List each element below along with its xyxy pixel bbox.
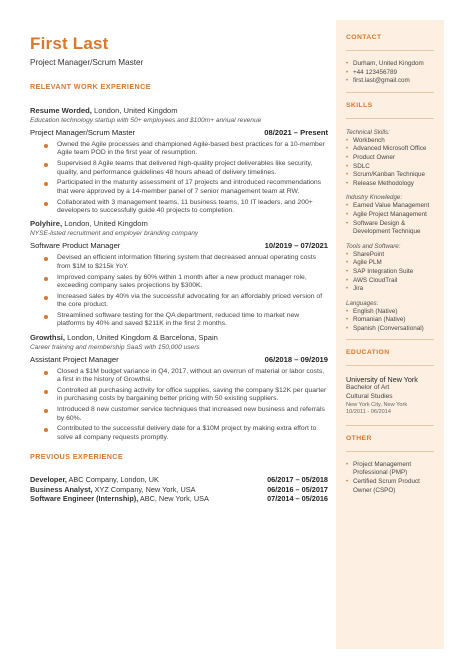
education-field: Cultural Studies	[346, 393, 393, 401]
skill-item: • Advanced Microsoft Office	[346, 145, 434, 154]
contact-title: CONTACT	[346, 34, 382, 41]
company-line	[30, 333, 328, 343]
certification-item: • Project Management Professional (PMP)	[346, 461, 434, 478]
divider	[346, 92, 434, 93]
job-entry	[30, 333, 328, 442]
company-name: Growthsi,	[30, 332, 66, 342]
company-location: London, United Kingdom & Barcelona, Spain	[65, 332, 218, 342]
role-title: Assistant Project Manager	[30, 354, 119, 364]
bullet-item: Improved company sales by 60% within 1 month after a new product manager role, exceeding company sales projections by $300K.	[44, 274, 328, 291]
previous-company: XYZ Company, New York, USA	[92, 484, 196, 494]
previous-row	[30, 475, 328, 485]
skills-group-label: Languages:	[346, 299, 379, 307]
job-entry	[30, 219, 328, 328]
education-location: New York City, New York	[346, 401, 408, 408]
skill-item: • SDLC	[346, 163, 434, 172]
previous-dates: 06/2017 – 05/2018	[267, 475, 328, 485]
bullet-item: Streamlined software testing for the QA department, reduced time to market new platforms by 40% and saved $211K in the first 2 months.	[44, 312, 328, 329]
role-dates: 06/2018 – 09/2019	[264, 354, 328, 364]
previous-dates: 06/2016 – 05/2017	[267, 484, 328, 494]
role-row	[30, 355, 328, 365]
job-bullets	[44, 368, 328, 442]
role-row	[30, 241, 328, 251]
education-degree: Bachelor of Art	[346, 384, 390, 392]
main-column	[30, 34, 328, 504]
skill-item: • Agile Project Management	[346, 211, 434, 220]
company-location: London, United Kingdom	[91, 106, 178, 115]
skills-group-label: Industry Knowledge:	[346, 194, 403, 202]
job-entry	[30, 106, 328, 215]
company-description: Education technology startup with 50+ employees and $100m+ annual revenue	[30, 117, 262, 124]
skill-item: • Software Design & Development Technique	[346, 220, 434, 237]
divider	[346, 425, 434, 426]
bullet-item: Owned the Agile processes and championed Agile-based best practices for a 10-member Agile team POD in the first year of resumption.	[44, 141, 328, 158]
contact-email[interactable]: • first.last@gmail.com	[346, 77, 434, 86]
bullet-item: Supervised 8 Agile teams that delivered high-quality project deliverables like security, quality, and performance guidelines 48 hours ahead of delivery timelines.	[44, 160, 328, 177]
skill-item: • Workbench	[346, 137, 434, 146]
skill-item: • Romanian (Native)	[346, 316, 434, 325]
previous-experience-list	[30, 475, 328, 504]
role-title: Project Manager/Scrum Master	[30, 128, 136, 137]
divider	[346, 118, 434, 119]
education-school: University of New York	[346, 375, 418, 385]
previous-role: Software Engineer (Internship),	[30, 494, 139, 504]
previous-row	[30, 485, 328, 495]
divider	[346, 365, 434, 366]
company-name: Resume Worded,	[30, 106, 92, 115]
section-title-previous: PREVIOUS EXPERIENCE	[30, 452, 124, 462]
divider	[346, 50, 434, 51]
job-bullets	[44, 141, 328, 215]
skills-list	[346, 251, 434, 294]
skills-title: SKILLS	[346, 101, 373, 109]
company-description: NYSE-listed recruitment and employer branding company	[30, 230, 199, 238]
skill-item: • Release Methodology	[346, 180, 434, 189]
skill-item: • SAP Integration Suite	[346, 268, 434, 277]
bullet-item: Contributed to the successful delivery date for a $10M project by making extra effort to solve all company requests promptly.	[44, 425, 328, 442]
candidate-name: First Last	[30, 34, 109, 53]
role-title: Software Product Manager	[30, 241, 121, 251]
skills-list	[346, 137, 434, 189]
skill-item: • English (Native)	[346, 308, 434, 317]
skill-item: • Earned Value Management	[346, 202, 434, 211]
contact-phone: • +44 123456789	[346, 69, 434, 78]
skills-group-label: Tools and Software:	[346, 242, 401, 250]
skill-item: • SharePoint	[346, 251, 434, 260]
divider	[346, 451, 434, 452]
bullet-item: Devised an efficient information filtering system that decreased annual operating costs from $1M to $215k YoY.	[44, 254, 328, 271]
bullet-item: Collaborated with 3 management teams, 11 business teams, 10 IT leaders, and 200+ developers to successfully guide 40 projects to completion.	[44, 199, 328, 216]
role-dates: 08/2021 – Present	[264, 128, 328, 137]
skills-list	[346, 202, 434, 236]
skill-item: • Scrum/Kanban Technique	[346, 171, 434, 180]
bullet-item: Participated in the maturity assessment of 17 projects and introduced recommendations that were approved by a 14-member panel of 7 senior management team at RW.	[44, 179, 328, 196]
previous-row	[30, 494, 328, 504]
divider	[346, 339, 434, 340]
section-title-experience: RELEVANT WORK EXPERIENCE	[30, 82, 151, 91]
certification-item: • Certified Scrum Product Owner (CSPO)	[346, 478, 434, 495]
skill-item: • Product Owner	[346, 154, 434, 163]
candidate-headline: Project Manager/Scrum Master	[30, 58, 144, 67]
role-row	[30, 128, 328, 138]
bullet-item: Controlled all purchasing activity for office supplies, saving the company $12K per quarter in purchasing costs by bargaining better pricing with 50 existing suppliers.	[44, 387, 328, 404]
previous-company: ABC, New York, USA	[138, 494, 209, 504]
previous-role: Business Analyst,	[30, 484, 93, 494]
company-name: Polyhire,	[30, 219, 63, 229]
previous-company: ABC Company, London, UK	[66, 475, 159, 485]
sidebar	[336, 20, 444, 649]
company-line	[30, 219, 328, 229]
company-description: Career training and membership SaaS with 150,000 users	[30, 343, 200, 351]
skill-item: • Jira	[346, 285, 434, 294]
bullet-item: Introduced 8 new customer service techniques that increased new business and referrals by 60%.	[44, 406, 328, 423]
skills-group-label: Technical Skills:	[346, 128, 390, 136]
role-dates: 10/2019 – 07/2021	[264, 241, 328, 251]
skill-item: • Spanish (Conversational)	[346, 325, 434, 334]
company-line	[30, 106, 328, 116]
previous-role: Developer,	[30, 475, 67, 485]
bullet-item: Increased sales by 40% via the successful advocating for an affordably priced version of the core product.	[44, 293, 328, 310]
bullet-item: Closed a $1M budget variance in Q4, 2017, without an overrun of material or labor costs, a first in the history of Growthsi.	[44, 368, 328, 385]
skill-item: • Agile PLM	[346, 259, 434, 268]
other-list	[346, 461, 434, 495]
skills-list	[346, 308, 434, 334]
company-location: London, United Kingdom	[62, 219, 148, 229]
job-bullets	[44, 254, 328, 328]
previous-dates: 07/2014 – 05/2016	[267, 494, 328, 504]
skill-item: • AWS CloudTrail	[346, 277, 434, 286]
education-dates: 10/2011 - 06/2014	[346, 409, 391, 416]
education-title: EDUCATION	[346, 349, 390, 357]
contact-location: • Durham, United Kingdom	[346, 60, 434, 69]
other-title: OTHER	[346, 434, 372, 442]
contact-list	[346, 60, 434, 86]
